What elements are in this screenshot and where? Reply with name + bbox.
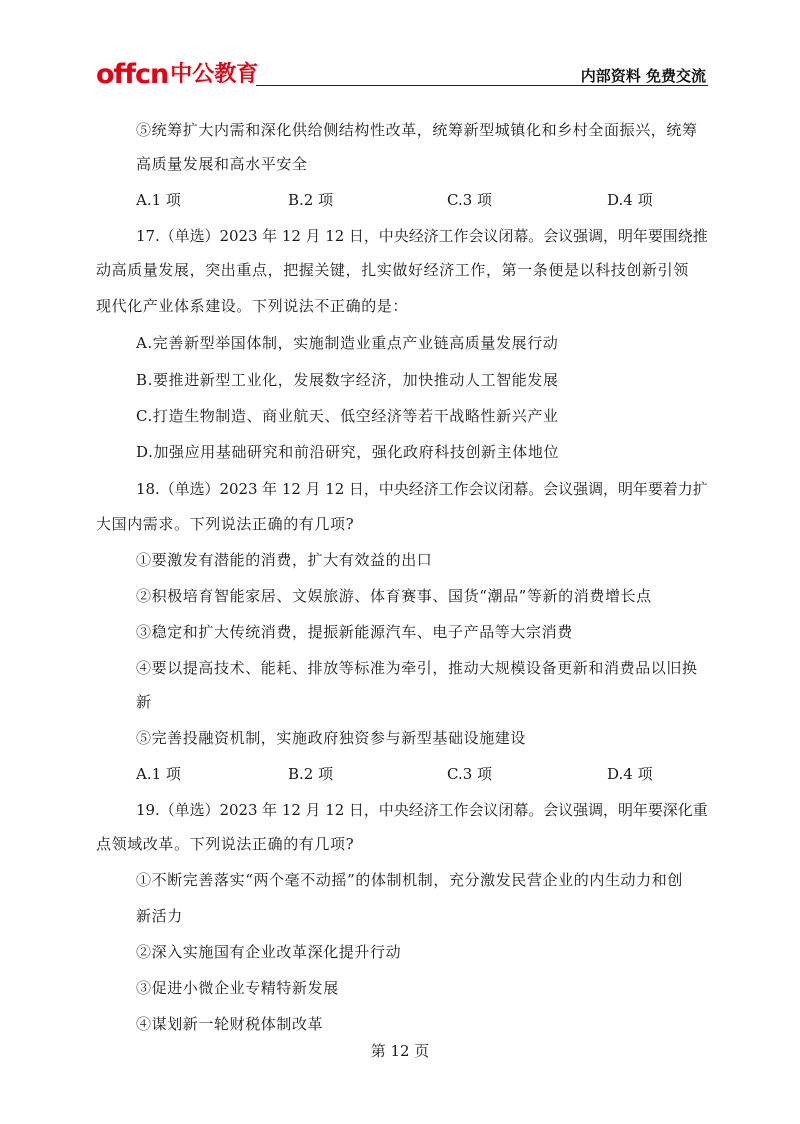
question-18-item-2: ②积极培育智能家居、文娱旅游、体育赛事、国货“潮品”等新的消费增长点 [136, 587, 652, 605]
question-19-item-2: ②深入实施国有企业改革深化提升行动 [136, 943, 402, 961]
question-18-item-4: ④要以提高技术、能耗、排放等标准为牵引，推动大规模设备更新和消费品以旧换 [136, 659, 698, 677]
option-c: C.3 项 [447, 191, 493, 209]
option-a: A.1 项 [136, 191, 181, 209]
question-18-line: 大国内需求。下列说法正确的有几项? [96, 515, 355, 533]
offcn-logo [96, 58, 258, 88]
question-19-line: 19.（单选）2023 年 12 月 12 日，中央经济工作会议闭幕。会议强调，明年要深化重 [136, 801, 708, 819]
question-19-line: 点领域改革。下列说法正确的有几项? [96, 835, 355, 853]
logo-chinese-text: 中公教育 [170, 62, 259, 87]
question-18-line: 18.（单选）2023 年 12 月 12 日，中央经济工作会议闭幕。会议强调，明年要着力扩 [136, 480, 708, 498]
text-line: ⑤统筹扩大内需和深化供给侧结构性改革，统筹新型城镇化和乡村全面振兴，统筹 [136, 121, 698, 139]
question-18-item-5: ⑤完善投融资机制，实施政府独资参与新型基础设施建设 [136, 729, 527, 747]
header-note: 内部资料 免费交流 [580, 67, 706, 85]
question-17-option-d: D.加强应用基础研究和前沿研究，强化政府科技创新主体地位 [136, 443, 560, 461]
question-19-item-3: ③促进小微企业专精特新发展 [136, 979, 339, 997]
question-17-option-c: C.打造生物制造、商业航天、低空经济等若干战略性新兴产业 [136, 407, 559, 425]
page-number: 第 12 页 [370, 1042, 430, 1060]
option-d: D.4 项 [607, 765, 653, 783]
option-c: C.3 项 [447, 765, 493, 783]
question-17-option-b: B.要推进新型工业化，发展数字经济，加快推动人工智能发展 [136, 371, 559, 389]
page-header [96, 58, 708, 88]
question-18-item-1: ①要激发有潜能的消费，扩大有效益的出口 [136, 551, 433, 569]
question-19-item-4: ④谋划新一轮财税体制改革 [136, 1015, 324, 1033]
question-17-line: 17.（单选）2023 年 12 月 12 日，中央经济工作会议闭幕。会议强调，明年要围绕推 [136, 227, 708, 245]
question-18-item-3: ③稳定和扩大传统消费，提振新能源汽车、电子产品等大宗消费 [136, 623, 573, 641]
option-a: A.1 项 [136, 765, 181, 783]
question-19-item-1: ①不断完善落实“两个毫不动摇”的体制机制，充分激发民营企业的内生动力和创 [136, 871, 683, 889]
logo-latin-text: offcn [96, 59, 169, 90]
question-17-line: 动高质量发展，突出重点，把握关键，扎实做好经济工作，第一条便是以科技创新引领 [96, 261, 689, 279]
question-18-item-4-cont: 新 [136, 693, 152, 711]
option-b: B.2 项 [288, 191, 334, 209]
question-17-option-a: A.完善新型举国体制，实施制造业重点产业链高质量发展行动 [136, 334, 559, 352]
question-19-item-1-cont: 新活力 [136, 907, 183, 925]
question-17-line: 现代化产业体系建设。下列说法不正确的是： [96, 297, 409, 315]
option-d: D.4 项 [607, 191, 653, 209]
option-b: B.2 项 [288, 765, 334, 783]
text-line: 高质量发展和高水平安全 [136, 155, 308, 173]
